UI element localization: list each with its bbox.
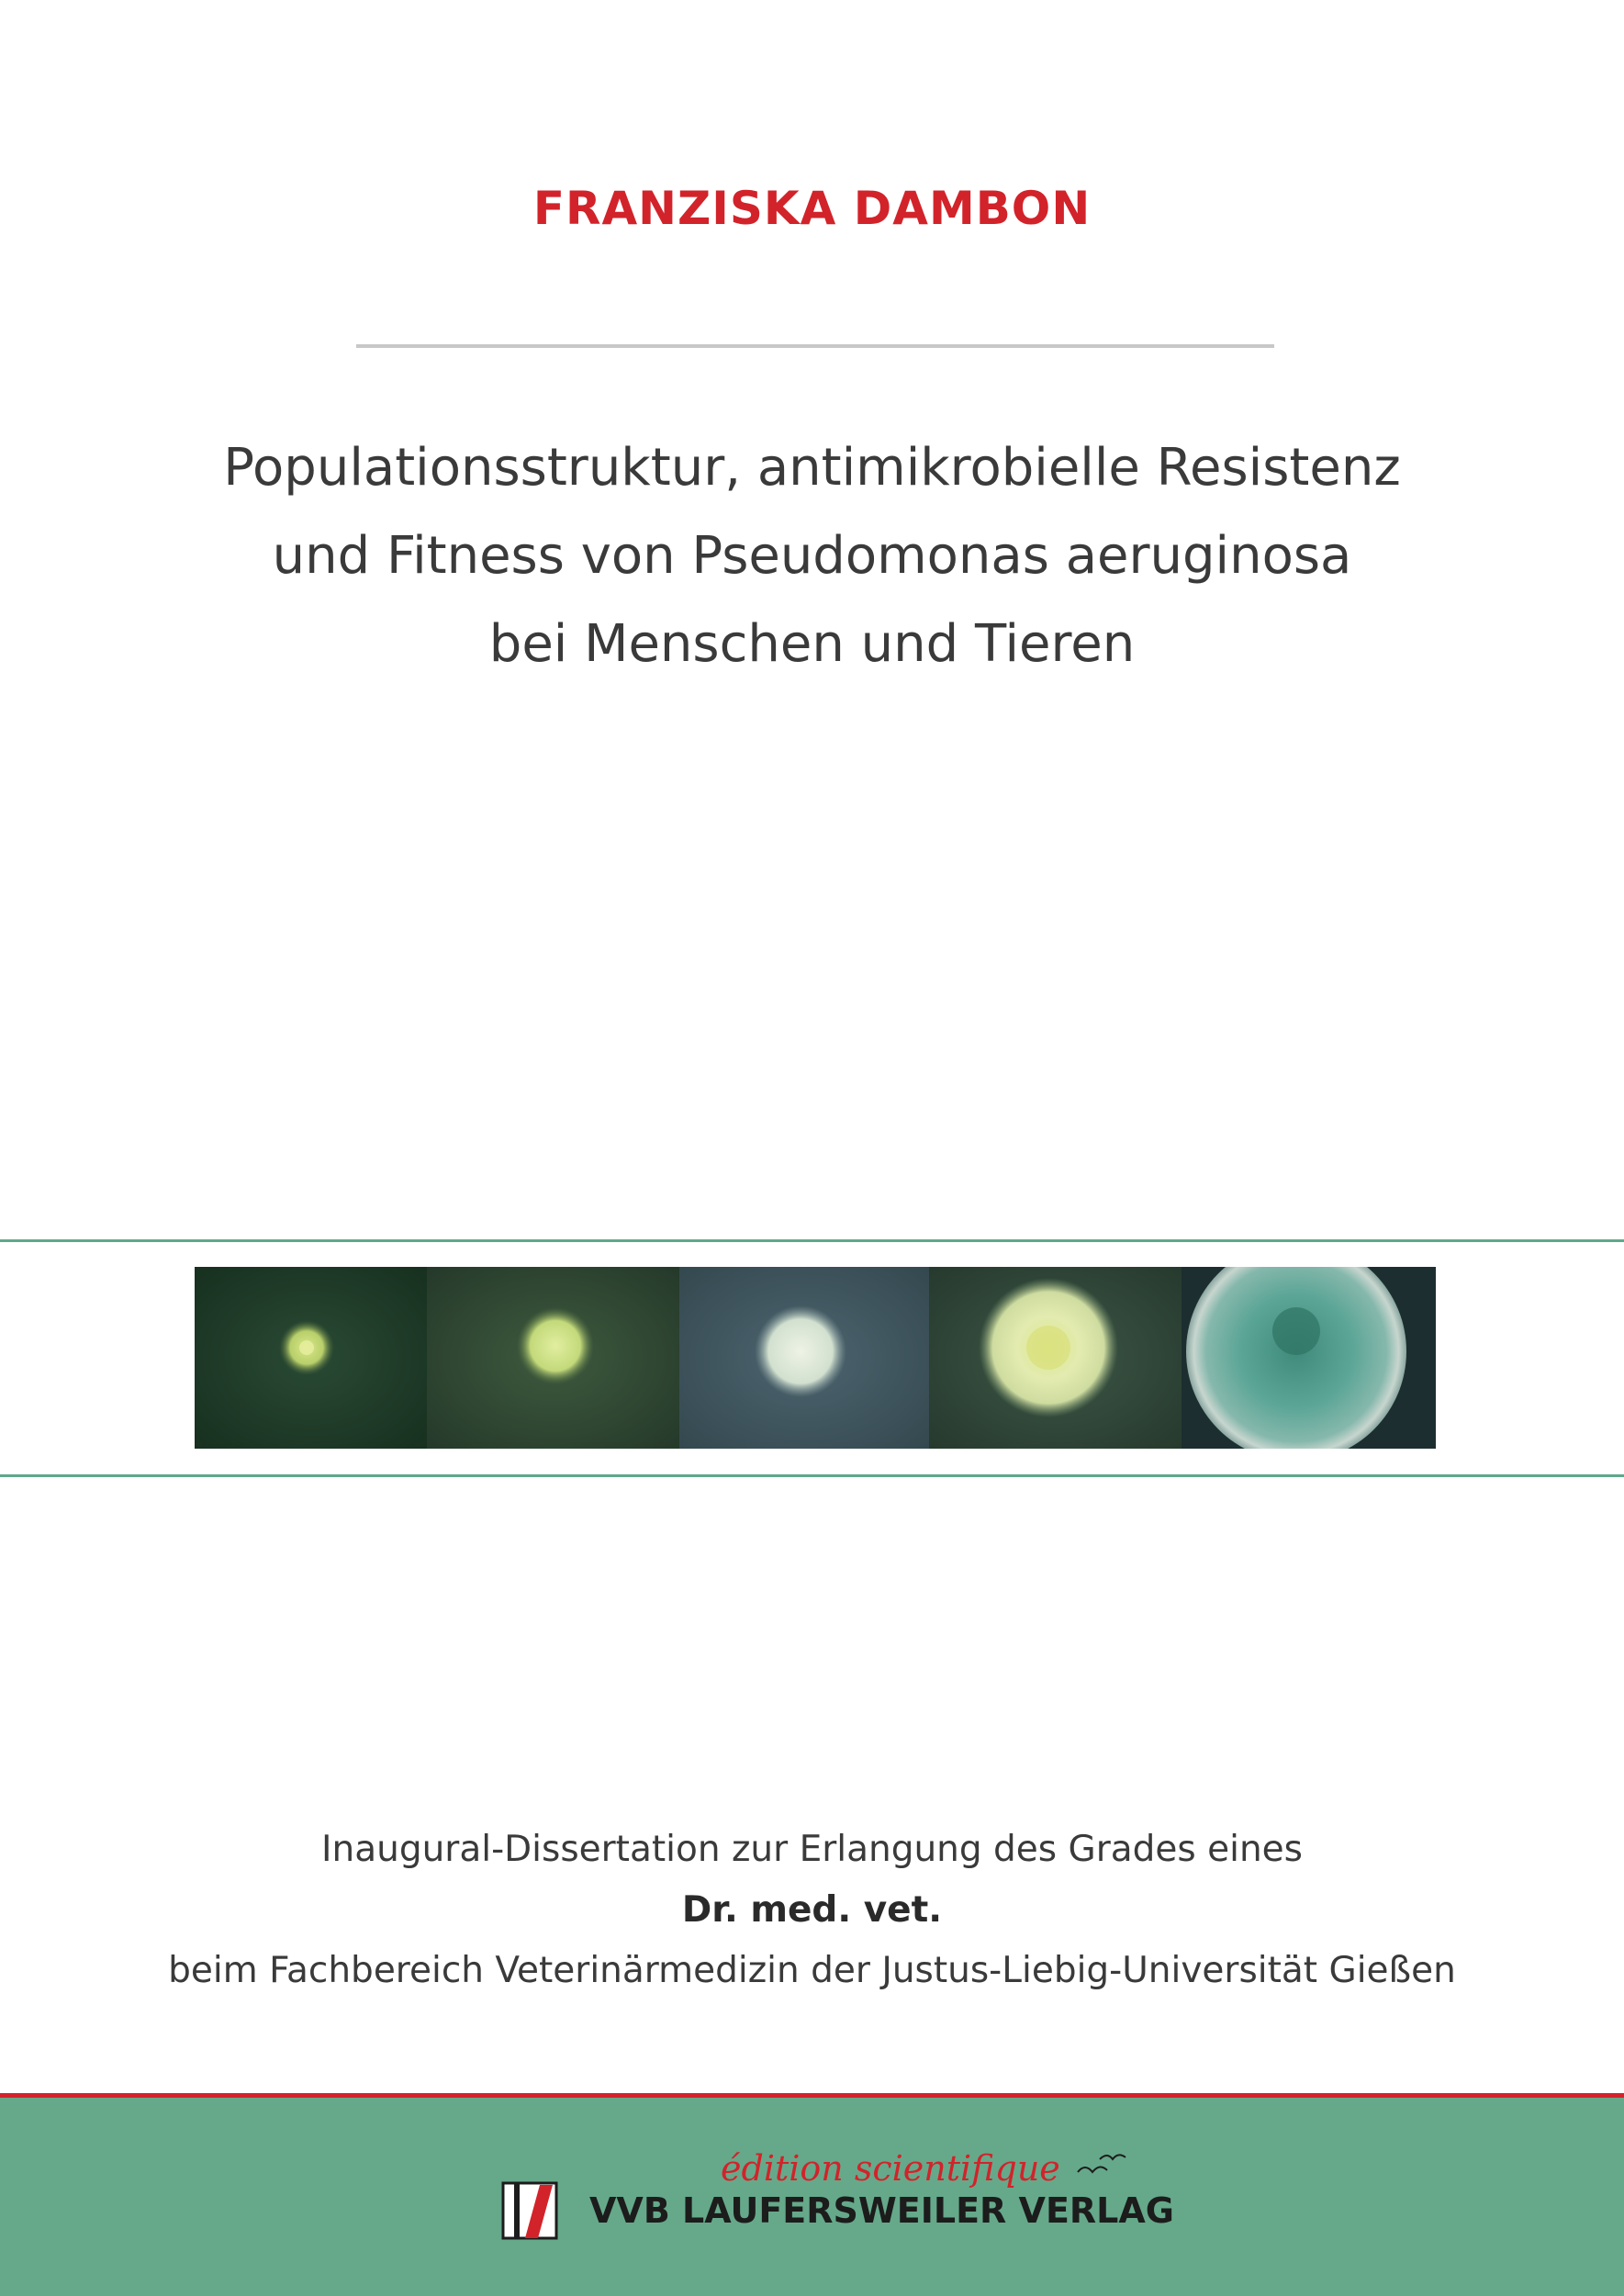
colony-panel-2 <box>427 1267 679 1449</box>
strip-border-top <box>0 1239 1624 1242</box>
publisher-name: VVB LAUFERSWEILER VERLAG <box>589 2190 1174 2231</box>
colony-panel-4 <box>929 1267 1182 1449</box>
colony-large-icon <box>929 1267 1182 1449</box>
birds-icon <box>1074 2148 1129 2185</box>
title-line-1: Populationsstruktur, antimikrobielle Resistenz <box>223 438 1401 498</box>
publisher-logo <box>496 2148 1174 2249</box>
author-name: FRANZISKA DAMBON <box>532 182 1092 235</box>
colony-image-strip <box>195 1267 1436 1449</box>
colony-small-icon <box>195 1267 427 1449</box>
title-line-2: und Fitness von Pseudomonas aeruginosa <box>272 526 1352 586</box>
colony-medium-icon <box>679 1267 929 1449</box>
book-title <box>0 424 1624 689</box>
strip-border-bottom <box>0 1474 1624 1477</box>
dissertation-line-1: Inaugural-Dissertation zur Erlangung des Grades eines <box>320 1829 1303 1870</box>
title-line-3: bei Menschen und Tieren <box>488 614 1136 674</box>
colony-panel-1 <box>195 1267 427 1449</box>
colony-panel-5 <box>1182 1267 1436 1449</box>
dissertation-line-3: beim Fachbereich Veterinärmedizin der Justus-Liebig-Universität Gießen <box>168 1950 1456 1991</box>
book-logo-icon <box>501 2179 566 2244</box>
colony-panel-3 <box>679 1267 929 1449</box>
edition-script: édition scientifique <box>721 2148 1060 2189</box>
dissertation-info <box>0 1820 1624 2001</box>
colony-small-icon <box>427 1267 679 1449</box>
degree-title: Dr. med. vet. <box>681 1889 943 1931</box>
colony-full-icon <box>1182 1267 1436 1449</box>
divider-top <box>356 344 1274 348</box>
